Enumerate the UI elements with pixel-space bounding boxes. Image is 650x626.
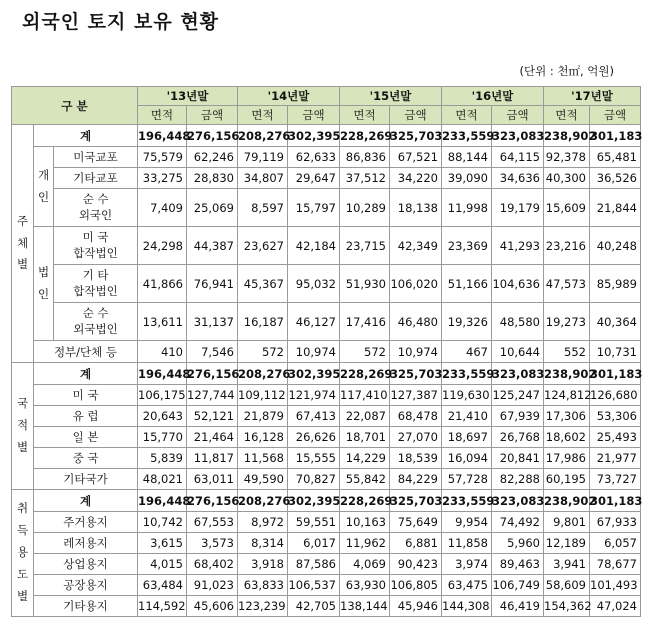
table-cell: 11,998 [442, 189, 492, 227]
row-label [54, 265, 138, 303]
subgroup-label: 개 인 [37, 167, 50, 204]
table-cell: 106,020 [390, 265, 442, 303]
table-cell: 47,024 [590, 596, 641, 617]
table-cell: 67,939 [492, 406, 544, 427]
table-cell: 323,083 [492, 125, 544, 147]
table-cell: 15,770 [138, 427, 187, 448]
table-cell: 23,216 [544, 227, 590, 265]
table-cell: 41,293 [492, 227, 544, 265]
table-cell: 233,559 [442, 363, 492, 385]
table-cell: 45,946 [390, 596, 442, 617]
table-cell: 63,475 [442, 575, 492, 596]
row-label: 유 럽 [34, 406, 138, 427]
table-cell: 25,493 [590, 427, 641, 448]
table-cell: 48,580 [492, 303, 544, 341]
table-cell: 37,512 [340, 168, 390, 189]
table-cell: 64,115 [492, 147, 544, 168]
table-cell: 138,144 [340, 596, 390, 617]
table-row [12, 596, 641, 617]
table-cell: 21,464 [187, 427, 238, 448]
table-cell: 67,553 [187, 512, 238, 533]
table-row [12, 189, 641, 227]
table-cell: 40,300 [544, 168, 590, 189]
row-label-line: 외국법인 [73, 321, 118, 336]
group-label: 주 체 별 [16, 213, 29, 272]
table-cell: 106,805 [390, 575, 442, 596]
table-row [12, 227, 641, 265]
table-cell: 67,933 [590, 512, 641, 533]
row-label: 주거용지 [34, 512, 138, 533]
table-cell: 302,395 [288, 490, 340, 512]
row-label: 미 국 [34, 385, 138, 406]
table-row [12, 469, 641, 490]
table-cell: 60,195 [544, 469, 590, 490]
table-row [12, 406, 641, 427]
table-cell: 6,017 [288, 533, 340, 554]
table-cell: 49,590 [238, 469, 288, 490]
table-cell: 13,611 [138, 303, 187, 341]
row-label-line: 미 국 [82, 229, 109, 244]
row-label: 계 [34, 125, 138, 147]
table-cell: 63,011 [187, 469, 238, 490]
table-cell: 18,539 [390, 448, 442, 469]
table-cell: 127,387 [390, 385, 442, 406]
table-cell: 18,697 [442, 427, 492, 448]
table-cell: 15,555 [288, 448, 340, 469]
table-cell: 10,974 [390, 341, 442, 363]
table-cell: 5,960 [492, 533, 544, 554]
amount-header: 금액 [288, 106, 340, 125]
table-cell: 67,413 [288, 406, 340, 427]
amount-header: 금액 [492, 106, 544, 125]
table-cell: 325,703 [390, 125, 442, 147]
year-header: '13년말 [138, 87, 238, 106]
table-row [12, 265, 641, 303]
table-cell: 48,021 [138, 469, 187, 490]
table-cell: 52,121 [187, 406, 238, 427]
table-cell: 3,941 [544, 554, 590, 575]
row-label: 계 [34, 490, 138, 512]
row-label: 계 [34, 363, 138, 385]
table-cell: 196,448 [138, 363, 187, 385]
subgroup-gaein [34, 147, 54, 227]
table-cell: 117,410 [340, 385, 390, 406]
table-cell: 62,246 [187, 147, 238, 168]
amount-header: 금액 [590, 106, 641, 125]
group-chwideuk [12, 490, 34, 617]
table-cell: 26,768 [492, 427, 544, 448]
table-cell: 467 [442, 341, 492, 363]
table-cell: 55,842 [340, 469, 390, 490]
table-cell: 101,493 [590, 575, 641, 596]
table-cell: 82,288 [492, 469, 544, 490]
table-cell: 92,378 [544, 147, 590, 168]
table-cell: 63,833 [238, 575, 288, 596]
table-cell: 51,930 [340, 265, 390, 303]
table-cell: 3,573 [187, 533, 238, 554]
row-label: 기타용지 [34, 596, 138, 617]
row-label [54, 189, 138, 227]
year-header: '14년말 [238, 87, 340, 106]
table-cell: 22,087 [340, 406, 390, 427]
table-cell: 10,289 [340, 189, 390, 227]
row-label: 기타국가 [34, 469, 138, 490]
table-cell: 23,369 [442, 227, 492, 265]
table-cell: 11,817 [187, 448, 238, 469]
table-cell: 325,703 [390, 363, 442, 385]
table-cell: 410 [138, 341, 187, 363]
table-cell: 302,395 [288, 125, 340, 147]
row-label: 정부/단체 등 [34, 341, 138, 363]
table-cell: 17,306 [544, 406, 590, 427]
table-cell: 276,156 [187, 363, 238, 385]
table-cell: 144,308 [442, 596, 492, 617]
subgroup-label: 법 인 [37, 264, 50, 301]
table-cell: 196,448 [138, 490, 187, 512]
table-cell: 3,615 [138, 533, 187, 554]
page-title: 외국인 토지 보유 현황 [22, 11, 220, 33]
area-header: 면적 [138, 106, 187, 125]
unit-note: (단위 : 천㎡, 억원) [519, 64, 614, 78]
table-cell: 552 [544, 341, 590, 363]
table-cell: 65,481 [590, 147, 641, 168]
area-header: 면적 [340, 106, 390, 125]
table-cell: 6,057 [590, 533, 641, 554]
table-cell: 20,643 [138, 406, 187, 427]
table-cell: 88,144 [442, 147, 492, 168]
table-cell: 11,962 [340, 533, 390, 554]
table-cell: 73,727 [590, 469, 641, 490]
table-cell: 86,836 [340, 147, 390, 168]
table-cell: 109,112 [238, 385, 288, 406]
table-cell: 25,069 [187, 189, 238, 227]
table-cell: 8,314 [238, 533, 288, 554]
table-cell: 27,070 [390, 427, 442, 448]
group-label: 취 득 용 도 별 [16, 501, 29, 603]
row-label-line: 합작법인 [73, 283, 118, 298]
table-cell: 47,573 [544, 265, 590, 303]
table-cell: 28,830 [187, 168, 238, 189]
table-cell: 39,090 [442, 168, 492, 189]
table-cell: 10,974 [288, 341, 340, 363]
table-row [12, 385, 641, 406]
row-label: 일 본 [34, 427, 138, 448]
table-cell: 46,480 [390, 303, 442, 341]
table-cell: 121,974 [288, 385, 340, 406]
table-cell: 33,275 [138, 168, 187, 189]
table-cell: 46,127 [288, 303, 340, 341]
table-cell: 40,248 [590, 227, 641, 265]
table-row [12, 448, 641, 469]
table-cell: 45,367 [238, 265, 288, 303]
table-row [12, 168, 641, 189]
table-cell: 323,083 [492, 363, 544, 385]
table-cell: 114,592 [138, 596, 187, 617]
table-cell: 40,364 [590, 303, 641, 341]
table-cell: 75,579 [138, 147, 187, 168]
table-cell: 7,546 [187, 341, 238, 363]
table-cell: 228,269 [340, 125, 390, 147]
table-cell: 63,484 [138, 575, 187, 596]
table-cell: 233,559 [442, 490, 492, 512]
table-cell: 154,362 [544, 596, 590, 617]
table-cell: 11,858 [442, 533, 492, 554]
table-cell: 42,349 [390, 227, 442, 265]
table-row [12, 512, 641, 533]
table-cell: 36,526 [590, 168, 641, 189]
table-cell: 106,537 [288, 575, 340, 596]
table-cell: 79,119 [238, 147, 288, 168]
table-cell: 21,410 [442, 406, 492, 427]
row-label: 중 국 [34, 448, 138, 469]
table-cell: 301,183 [590, 125, 641, 147]
table-cell: 68,402 [187, 554, 238, 575]
table-cell: 18,138 [390, 189, 442, 227]
row-label: 상업용지 [34, 554, 138, 575]
table-cell: 57,728 [442, 469, 492, 490]
table-cell: 95,032 [288, 265, 340, 303]
table-cell: 208,276 [238, 125, 288, 147]
table-cell: 106,175 [138, 385, 187, 406]
table-cell: 302,395 [288, 363, 340, 385]
table-cell: 228,269 [340, 363, 390, 385]
table-cell: 68,478 [390, 406, 442, 427]
table-cell: 104,636 [492, 265, 544, 303]
table-cell: 7,409 [138, 189, 187, 227]
table-cell: 3,918 [238, 554, 288, 575]
row-label [54, 303, 138, 341]
table-cell: 19,179 [492, 189, 544, 227]
year-header: '15년말 [340, 87, 442, 106]
row-label [54, 227, 138, 265]
table-cell: 74,492 [492, 512, 544, 533]
table-cell: 19,273 [544, 303, 590, 341]
table-row [12, 125, 641, 147]
gubun-header: 구 분 [12, 87, 138, 125]
table-row [12, 490, 641, 512]
area-header: 면적 [544, 106, 590, 125]
table-cell: 58,609 [544, 575, 590, 596]
table-cell: 53,306 [590, 406, 641, 427]
table-cell: 21,879 [238, 406, 288, 427]
row-label-line: 순 수 [82, 305, 109, 320]
row-label-line: 순 수 [82, 191, 109, 206]
table-cell: 11,568 [238, 448, 288, 469]
table-cell: 21,844 [590, 189, 641, 227]
table-cell: 10,742 [138, 512, 187, 533]
row-label: 기타교포 [54, 168, 138, 189]
table-cell: 208,276 [238, 490, 288, 512]
table-cell: 119,630 [442, 385, 492, 406]
table-cell: 42,184 [288, 227, 340, 265]
row-label-line: 기 타 [82, 267, 109, 282]
table-cell: 87,586 [288, 554, 340, 575]
table-row [12, 341, 641, 363]
table-cell: 572 [340, 341, 390, 363]
table-cell: 12,189 [544, 533, 590, 554]
table-cell: 276,156 [187, 125, 238, 147]
table-cell: 301,183 [590, 490, 641, 512]
table-cell: 41,866 [138, 265, 187, 303]
table-cell: 276,156 [187, 490, 238, 512]
table-cell: 62,633 [288, 147, 340, 168]
table-cell: 17,986 [544, 448, 590, 469]
group-juche [12, 125, 34, 363]
table-cell: 67,521 [390, 147, 442, 168]
table-cell: 123,239 [238, 596, 288, 617]
year-header: '17년말 [544, 87, 641, 106]
table-cell: 5,839 [138, 448, 187, 469]
table-cell: 20,841 [492, 448, 544, 469]
table-cell: 34,636 [492, 168, 544, 189]
table-cell: 23,715 [340, 227, 390, 265]
table-cell: 76,941 [187, 265, 238, 303]
group-gukjeok [12, 363, 34, 490]
table-cell: 34,807 [238, 168, 288, 189]
table-cell: 8,972 [238, 512, 288, 533]
table-row [12, 554, 641, 575]
table-row [12, 533, 641, 554]
table-cell: 26,626 [288, 427, 340, 448]
table-cell: 17,416 [340, 303, 390, 341]
row-label-line: 외국인 [78, 207, 113, 222]
table-cell: 3,974 [442, 554, 492, 575]
table-cell: 10,163 [340, 512, 390, 533]
table-cell: 23,627 [238, 227, 288, 265]
table-cell: 323,083 [492, 490, 544, 512]
table-cell: 238,902 [544, 490, 590, 512]
table-cell: 31,137 [187, 303, 238, 341]
row-label: 미국교포 [54, 147, 138, 168]
table-cell: 106,749 [492, 575, 544, 596]
area-header: 면적 [442, 106, 492, 125]
table-cell: 16,187 [238, 303, 288, 341]
table-cell: 6,881 [390, 533, 442, 554]
table-cell: 196,448 [138, 125, 187, 147]
amount-header: 금액 [390, 106, 442, 125]
table-cell: 24,298 [138, 227, 187, 265]
table-cell: 84,229 [390, 469, 442, 490]
table-row [12, 575, 641, 596]
table-cell: 10,731 [590, 341, 641, 363]
table-cell: 126,680 [590, 385, 641, 406]
area-header: 면적 [238, 106, 288, 125]
table-cell: 18,701 [340, 427, 390, 448]
table-cell: 9,801 [544, 512, 590, 533]
table-cell: 10,644 [492, 341, 544, 363]
table-cell: 228,269 [340, 490, 390, 512]
subgroup-beobin [34, 227, 54, 341]
table-cell: 4,015 [138, 554, 187, 575]
table-cell: 78,677 [590, 554, 641, 575]
table-row [12, 427, 641, 448]
table-cell: 90,423 [390, 554, 442, 575]
table-cell: 63,930 [340, 575, 390, 596]
table-cell: 46,419 [492, 596, 544, 617]
table-cell: 14,229 [340, 448, 390, 469]
table-cell: 89,463 [492, 554, 544, 575]
table-cell: 18,602 [544, 427, 590, 448]
table-cell: 19,326 [442, 303, 492, 341]
year-header: '16년말 [442, 87, 544, 106]
table-cell: 45,606 [187, 596, 238, 617]
table-cell: 238,902 [544, 125, 590, 147]
table-cell: 238,902 [544, 363, 590, 385]
table-cell: 16,128 [238, 427, 288, 448]
table-cell: 4,069 [340, 554, 390, 575]
table-cell: 15,609 [544, 189, 590, 227]
amount-header: 금액 [187, 106, 238, 125]
table-cell: 59,551 [288, 512, 340, 533]
header-row-years [12, 87, 641, 106]
row-label-line: 합작법인 [73, 245, 118, 260]
table-row [12, 147, 641, 168]
table-cell: 16,094 [442, 448, 492, 469]
table-cell: 9,954 [442, 512, 492, 533]
table-cell: 44,387 [187, 227, 238, 265]
table-cell: 70,827 [288, 469, 340, 490]
table-cell: 124,812 [544, 385, 590, 406]
table-cell: 42,705 [288, 596, 340, 617]
row-label: 레저용지 [34, 533, 138, 554]
table-cell: 127,744 [187, 385, 238, 406]
table-cell: 91,023 [187, 575, 238, 596]
table-cell: 8,597 [238, 189, 288, 227]
table-cell: 125,247 [492, 385, 544, 406]
table-cell: 301,183 [590, 363, 641, 385]
table-cell: 85,989 [590, 265, 641, 303]
table-cell: 51,166 [442, 265, 492, 303]
table-cell: 233,559 [442, 125, 492, 147]
table-cell: 208,276 [238, 363, 288, 385]
table-cell: 34,220 [390, 168, 442, 189]
table-cell: 21,977 [590, 448, 641, 469]
table-row [12, 303, 641, 341]
table-cell: 325,703 [390, 490, 442, 512]
table-cell: 29,647 [288, 168, 340, 189]
row-label: 공장용지 [34, 575, 138, 596]
table-cell: 15,797 [288, 189, 340, 227]
group-label: 국 적 별 [16, 396, 29, 454]
table-cell: 572 [238, 341, 288, 363]
land-holdings-table [11, 86, 641, 617]
table-row [12, 363, 641, 385]
table-cell: 75,649 [390, 512, 442, 533]
